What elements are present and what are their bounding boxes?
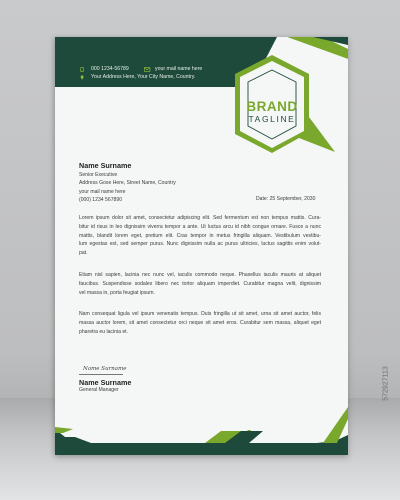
body-line: lum egestas est, sed semper purus. Nunc dignissim nulla ac purus ultricies, luctus sagittis enim volut-	[79, 241, 321, 248]
body-line: bitur id risus in leo dignissim viverra tempor a ante. Ut luctus arcu id nibh congue ornare. Fusce a nunc	[79, 223, 321, 230]
letterhead-page	[55, 37, 348, 455]
signature-line	[79, 374, 123, 375]
brand-logo	[55, 37, 348, 177]
brand-name: BRAND	[246, 99, 298, 114]
body-line: Lorem ipsum dolor sit amet, consectetur adipiscing elit. Sed fermentum est non tempus mattis. Cura-	[79, 215, 321, 221]
body-line: mattis, blandit lorem eget, pretium elit. Cras tempor in metus fringilla aliquam. Vestibulum vestibu-	[79, 232, 321, 239]
body-line: faucibus. Suspendisse sodales libero nec tortor aliquam imperdiet. Curabitur magna velit, dignissim	[79, 280, 321, 287]
body-line: pat.	[79, 250, 88, 257]
header-email-text: your mail name here	[155, 66, 203, 72]
sender-name: Name Surname	[79, 161, 132, 170]
sender-phone: (000) 1234 567890	[79, 197, 123, 204]
body-paragraph-3	[79, 310, 321, 336]
brand-tagline: TAGLINE	[248, 114, 296, 124]
body-line: Etiam nisl sapien, lacinia nec nunc vel, iaculis commodo neque. Phasellus iaculis mauris at aliquet	[79, 272, 321, 278]
signer-role: General Manager	[79, 387, 119, 393]
stock-id: 572927113	[382, 366, 390, 401]
body-paragraph-2	[79, 271, 321, 297]
sender-email: your mail name here	[79, 188, 126, 195]
signature: Name Surname	[83, 366, 127, 372]
body-line: pharetra eu lacinia et.	[79, 328, 128, 335]
header-phone-text: 000 1234-56789	[91, 66, 129, 72]
brand-wordmark	[246, 100, 297, 125]
signer-name: Name Surname	[79, 378, 132, 387]
body-line: Nam consequat ligula vel ipsum venenatis tempus. Duis fringilla ut sit amet, urna sit amet auctor, felis	[79, 311, 321, 317]
sender-block	[79, 161, 176, 205]
header-address-text: Your Address Here, Your City Name, Country.	[91, 74, 196, 80]
sender-title: Senior Executive	[79, 172, 118, 178]
footer-band	[55, 377, 348, 455]
letter-date: Date: 25 September, 2030	[256, 196, 316, 202]
body-line: massa auctor lorem, sit amet consectetur orci neque sit amet eros. Curabitur sem massa, aliquet eget	[79, 319, 321, 326]
sender-address: Address Gose Here, Street Name, Country	[79, 180, 176, 187]
body-paragraph-1	[79, 214, 321, 258]
body-line: vel massa in, porta feugiat ipsum.	[79, 289, 155, 296]
